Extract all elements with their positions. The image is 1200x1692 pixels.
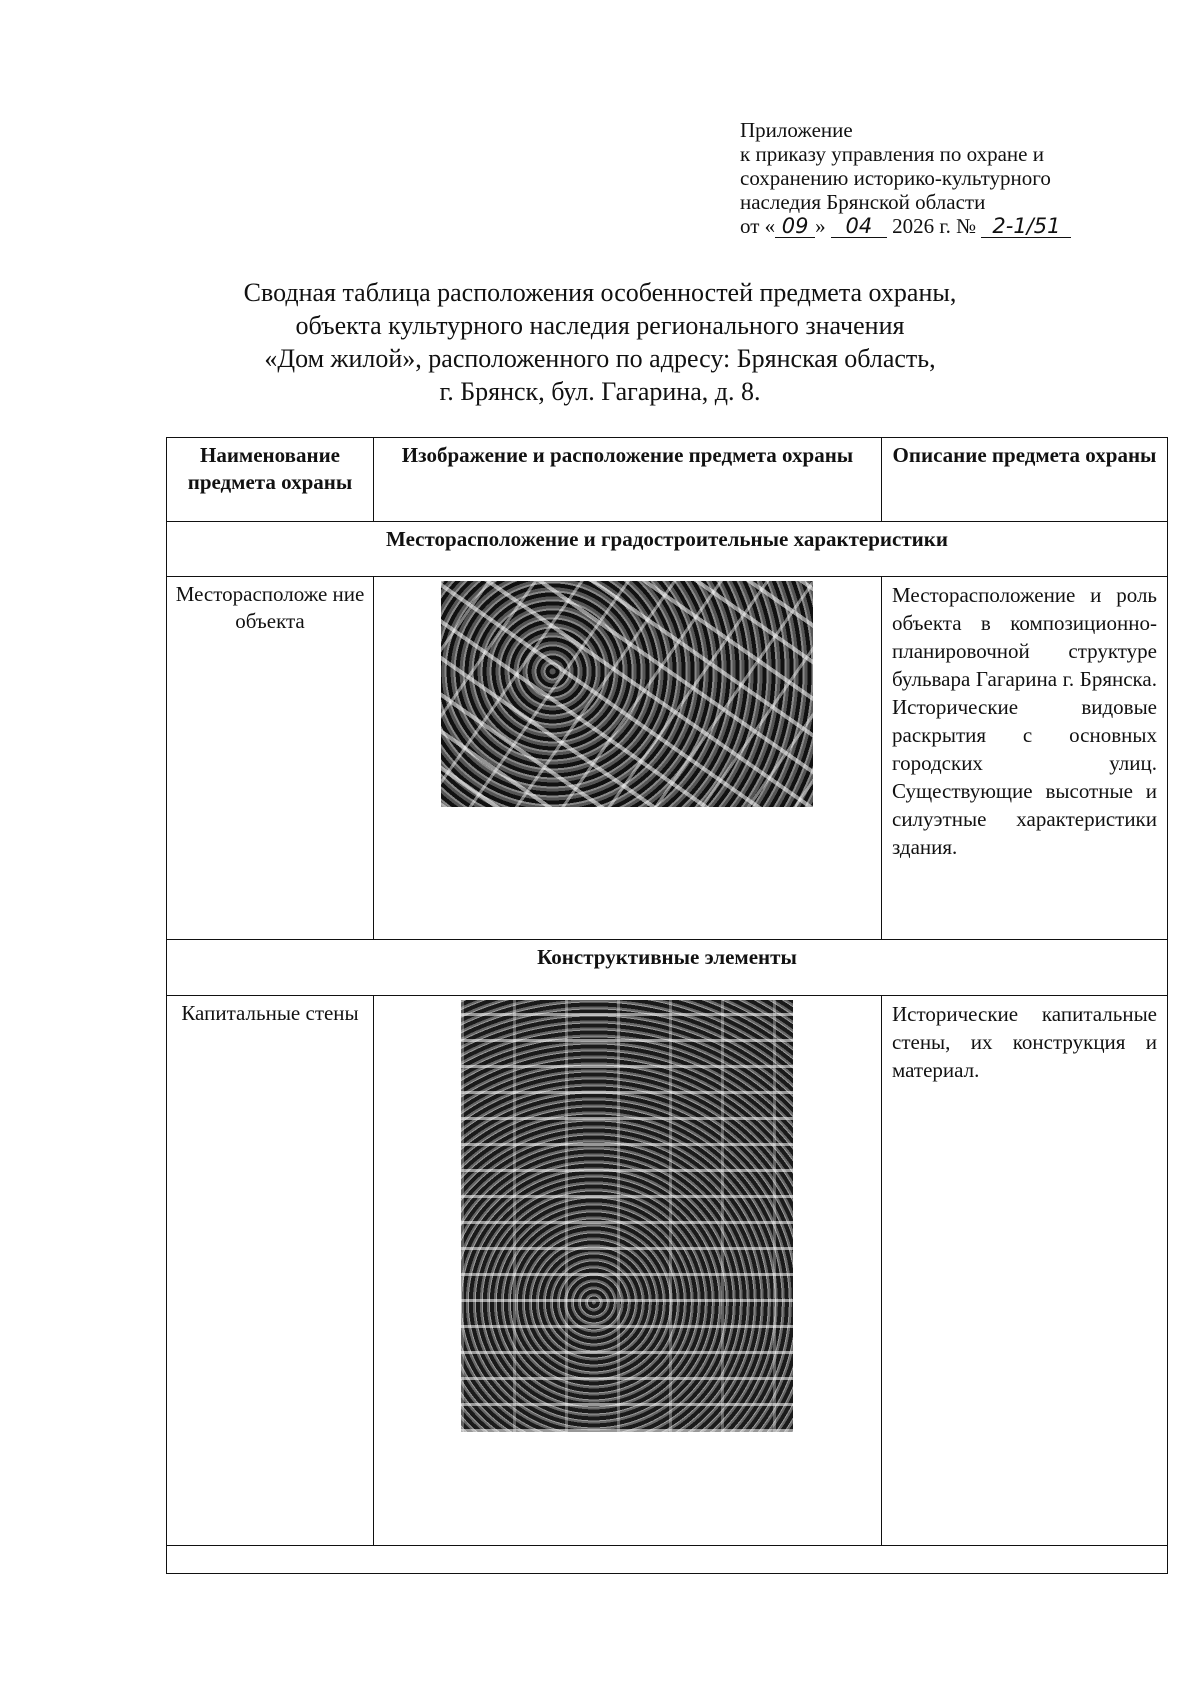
title-line-2: объекта культурного наследия регионального значения	[295, 311, 905, 340]
row-image-cell-walls	[374, 996, 882, 1546]
appendix-line-2: к приказу управления по охране и	[740, 142, 1044, 166]
title-line-3: «Дом жилой», расположенного по адресу: Брянская область,	[264, 344, 936, 373]
date-prefix: от «	[740, 214, 776, 238]
table-header-row	[167, 438, 1168, 522]
appendix-line-3: сохранению историко-культурного	[740, 166, 1051, 190]
section-row-construction	[167, 940, 1168, 996]
title-line-1: Сводная таблица расположения особенностей предмета охраны,	[243, 278, 957, 307]
document-title	[180, 276, 1020, 408]
title-line-4: г. Брянск, бул. Гагарина, д. 8.	[439, 377, 761, 406]
appendix-line-4: наследия Брянской области	[740, 190, 986, 214]
header-description: Описание предмета охраны	[882, 438, 1168, 522]
header-image: Изображение и расположение предмета охраны	[374, 438, 882, 522]
section-row-location	[167, 522, 1168, 577]
protection-table	[166, 437, 1168, 1574]
row-name-location: Месторасположе ние объекта	[167, 577, 374, 940]
appendix-block	[740, 118, 1170, 238]
row-description-location: Месторасположение и роль объекта в композиционно-планировочной структуре бульвара Гагарина г. Брянска. Исторические видовые раскрытия с основных городских улиц. Существующие высотные и силуэтные характеристики здания.	[882, 577, 1168, 940]
date-month: 04	[831, 215, 887, 238]
order-number: 2-1/51	[981, 215, 1071, 238]
section-title-location: Месторасположение и градостроительные характеристики	[167, 522, 1168, 577]
row-image-cell-location	[374, 577, 882, 940]
date-day: 09	[775, 215, 815, 238]
table-row	[167, 996, 1168, 1546]
date-mid: »	[815, 214, 826, 238]
aerial-map-image	[441, 581, 813, 807]
table-row	[167, 577, 1168, 940]
row-name-walls: Капитальные стены	[167, 996, 374, 1546]
row-description-walls: Исторические капитальные стены, их конструкция и материал.	[882, 996, 1168, 1546]
section-title-construction: Конструктивные элементы	[167, 940, 1168, 996]
header-name: Наименование предмета охраны	[167, 438, 374, 522]
appendix-line-1: Приложение	[740, 118, 853, 142]
brick-wall-image	[461, 1000, 793, 1432]
appendix-date-line	[740, 214, 1170, 238]
date-year: 2026 г. №	[892, 214, 977, 238]
empty-cell	[167, 1546, 1168, 1574]
empty-row	[167, 1546, 1168, 1574]
